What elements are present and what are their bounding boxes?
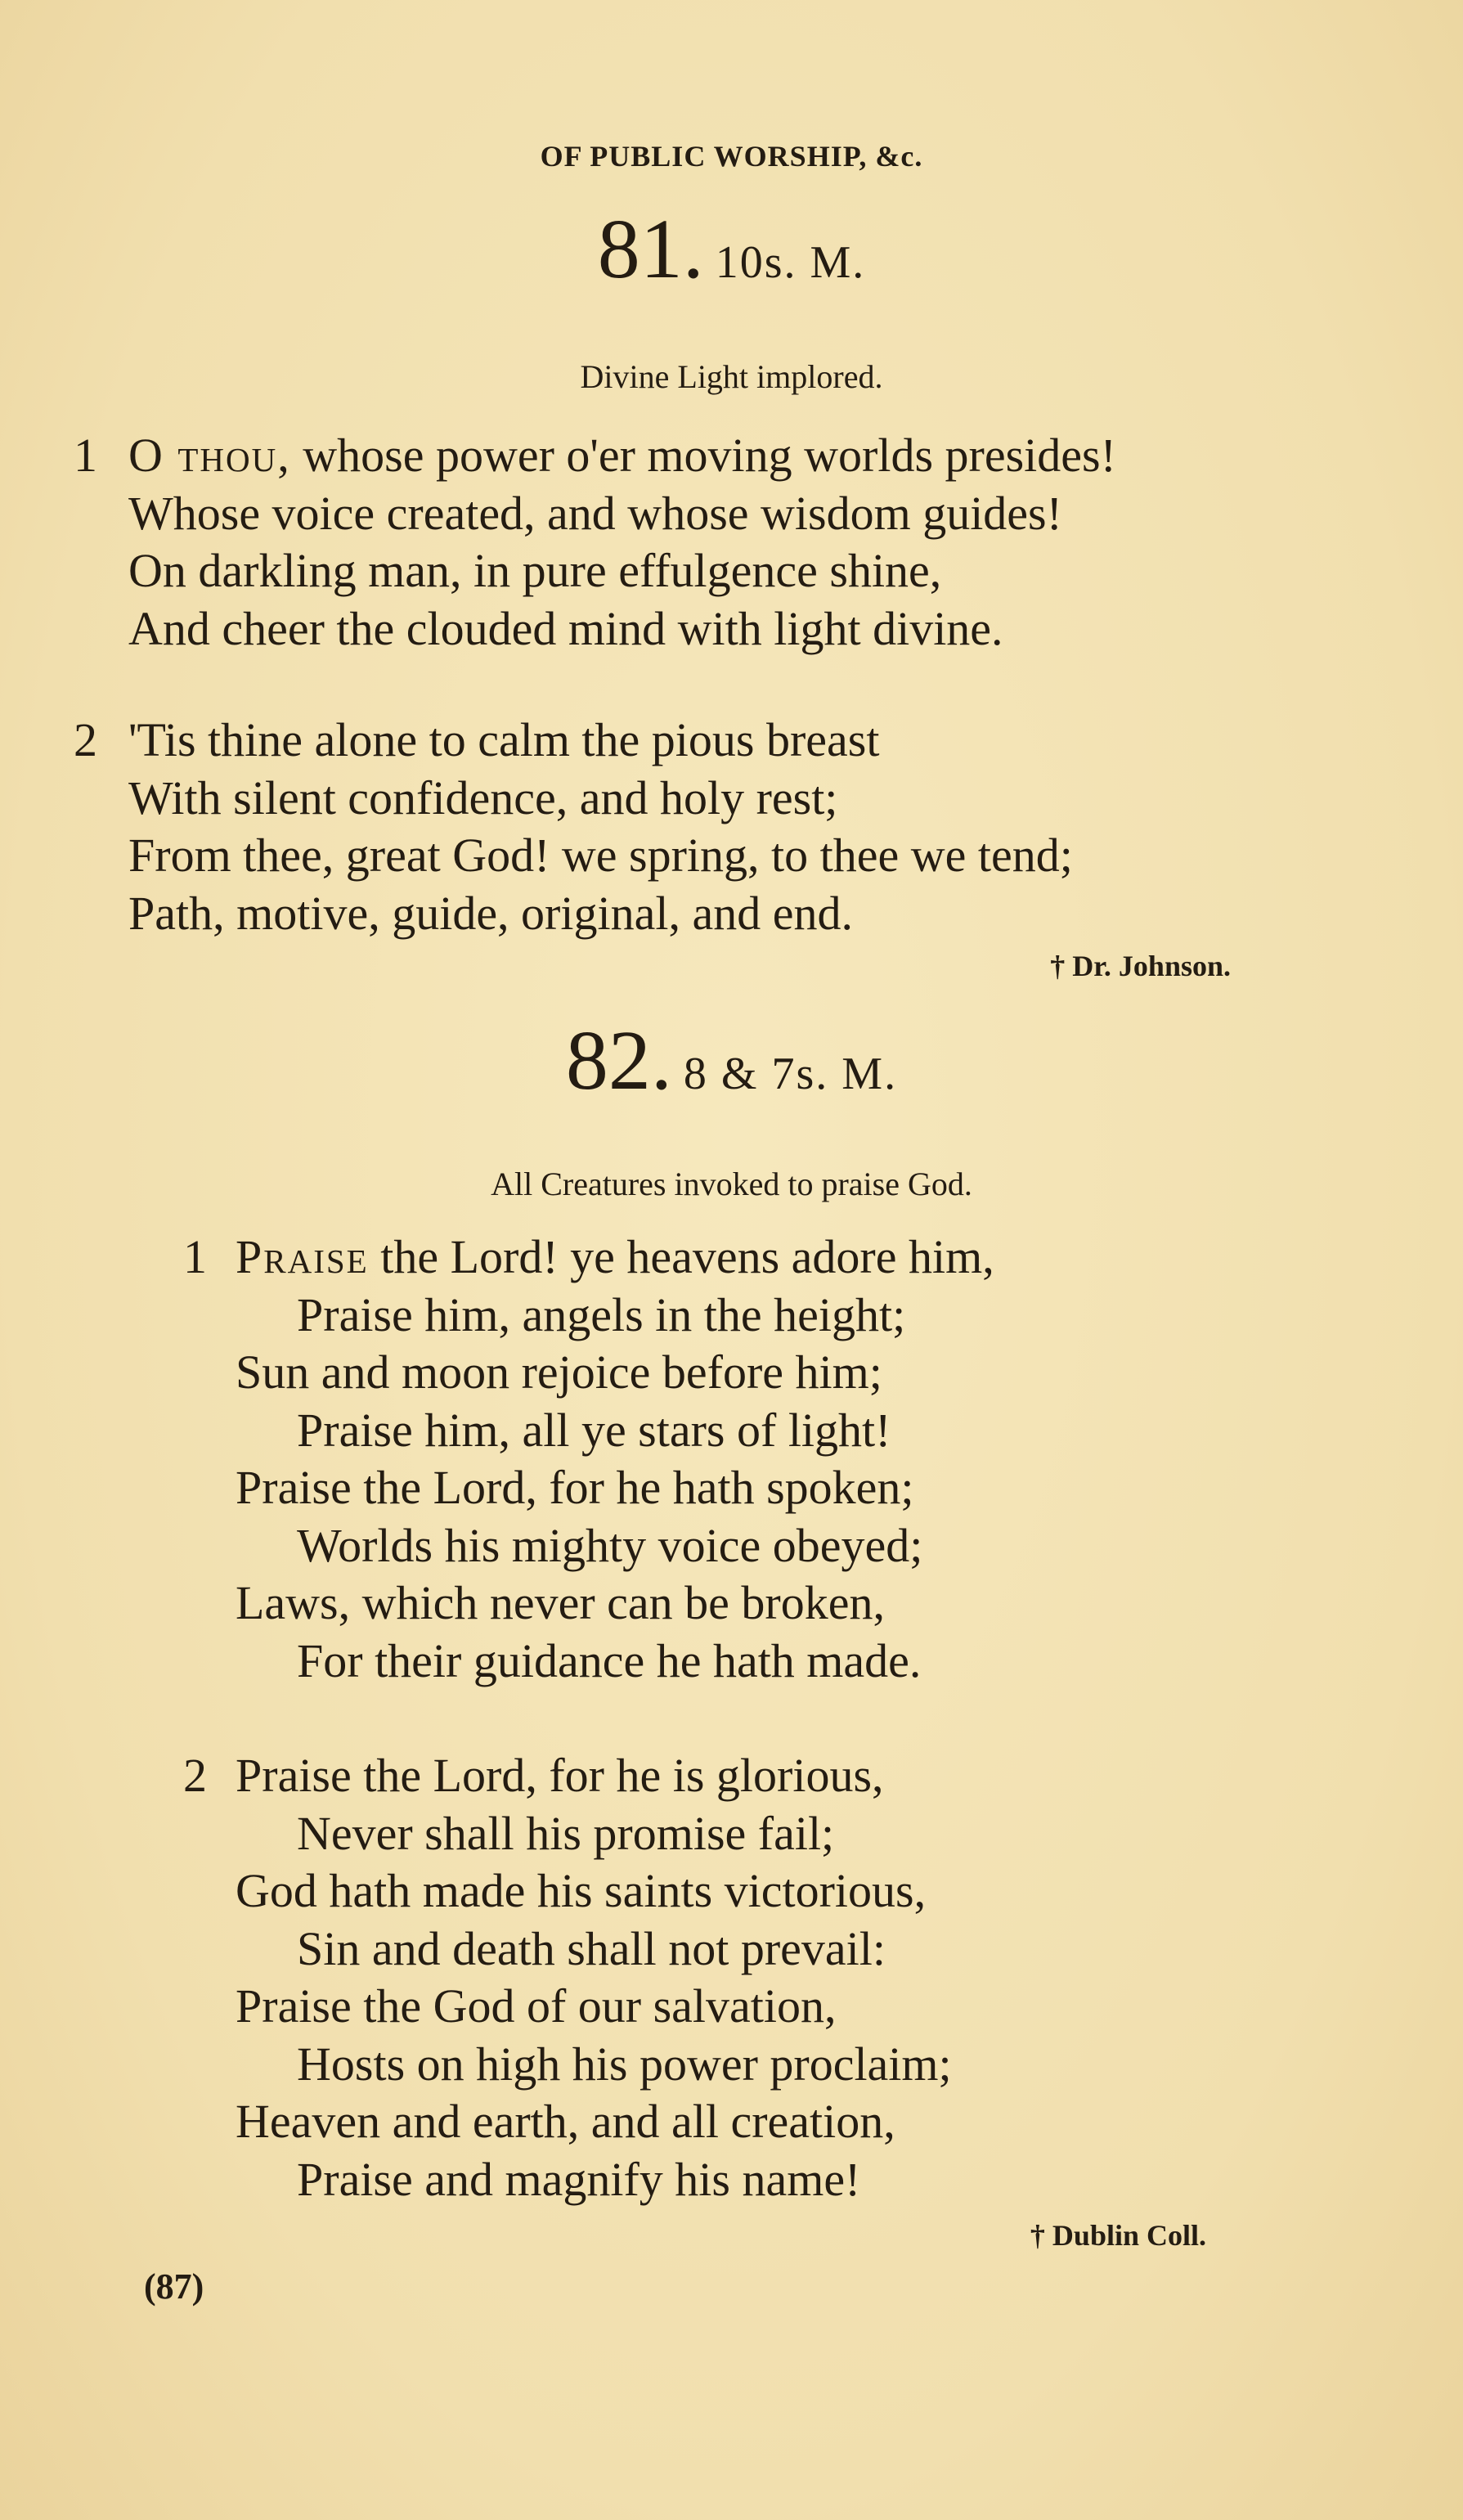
verse-line: 'Tis thine alone to calm the pious breast xyxy=(128,713,880,766)
verse-line: Praise the Lord, for he hath spoken; xyxy=(236,1461,914,1514)
verse-line xyxy=(128,427,1116,485)
verse-number: 1 xyxy=(74,429,97,482)
hymn-meter: 10s. M. xyxy=(715,237,866,288)
verse-number: 1 xyxy=(183,1230,207,1283)
verse-line: Whose voice created, and whose wisdom guides! xyxy=(128,486,1062,540)
verse-line: Praise him, all ye stars of light! xyxy=(297,1403,891,1457)
verse-line: Worlds his mighty voice obeyed; xyxy=(297,1518,923,1572)
verse-line: From thee, great God! we spring, to thee we tend; xyxy=(128,829,1073,882)
verse-line xyxy=(236,1229,994,1287)
hymn-81-verse-1 xyxy=(74,427,1116,658)
verse-line: Sun and moon rejoice before him; xyxy=(236,1345,882,1399)
verse-line: Sin and death shall not prevail: xyxy=(297,1921,886,1975)
verse-line: And cheer the clouded mind with light divine. xyxy=(128,601,1003,655)
attribution: † Dr. Johnson. xyxy=(1050,950,1231,982)
hymn-meter: 8 & 7s. M. xyxy=(683,1049,898,1099)
hymn-81-heading xyxy=(0,200,1463,298)
verse-line: Praise the Lord, for he is glorious, xyxy=(236,1749,884,1802)
verse-line: God hath made his saints victorious, xyxy=(236,1864,927,1917)
verse-line: Never shall his promise fail; xyxy=(297,1806,835,1860)
hymn-number: 82. xyxy=(565,1013,672,1107)
verse-line: Hosts on high his power proclaim; xyxy=(297,2037,952,2091)
verse-line: Laws, which never can be broken, xyxy=(236,1576,885,1629)
hymn-82-verse-1 xyxy=(183,1229,994,1690)
hymn-82-heading xyxy=(0,1012,1463,1109)
verse-first-word: Praise xyxy=(236,1230,369,1283)
verse-number: 2 xyxy=(74,713,97,766)
hymn-82-verse-2 xyxy=(183,1747,952,2208)
hymn-title: Divine Light implored. xyxy=(580,358,883,395)
verse-line: With silent confidence, and holy rest; xyxy=(128,770,838,824)
hymn-number: 81. xyxy=(597,202,704,296)
verse-line: Praise and magnify his name! xyxy=(297,2152,861,2206)
page-number: (87) xyxy=(144,2266,204,2307)
verse-line: For their guidance he hath made. xyxy=(297,1633,922,1687)
verse-line: On darkling man, in pure effulgence shine, xyxy=(128,544,942,597)
hymn-title: All Creatures invoked to praise God. xyxy=(491,1166,972,1202)
verse-first-word: O thou, xyxy=(128,429,291,482)
attribution: † Dublin Coll. xyxy=(1030,2219,1206,2252)
verse-line: Praise the God of our salvation, xyxy=(236,1979,837,2033)
verse-line-text: whose power o'er moving worlds presides! xyxy=(303,429,1116,482)
verse-line: Heaven and earth, and all creation, xyxy=(236,2095,895,2148)
verse-line-text: the Lord! ye heavens adore him, xyxy=(368,1230,994,1283)
verse-number: 2 xyxy=(183,1749,207,1802)
verse-line: Praise him, angels in the height; xyxy=(297,1287,906,1341)
hymn-81-verse-2 xyxy=(74,712,1073,942)
running-head: OF PUBLIC WORSHIP, &c. xyxy=(540,140,923,173)
verse-line: Path, motive, guide, original, and end. xyxy=(128,886,853,940)
